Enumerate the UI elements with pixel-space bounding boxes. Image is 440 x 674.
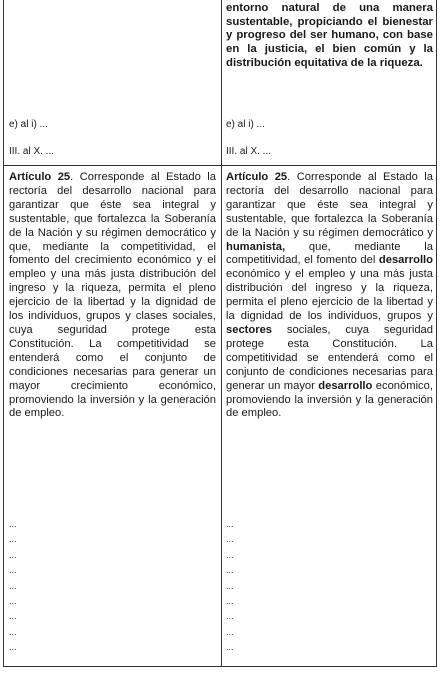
right-text-1: . Corresponde al Estado la rectoría del desarrollo nacional para garantizar que éste sea integral y sustentable, que fortalezca la Soberanía de la Nación y su régimen democrático y	[226, 171, 433, 239]
right-text-5: económico, promoviendo la inversión y la generación de empleo.	[226, 379, 433, 420]
ellipsis-line: ...	[9, 580, 17, 591]
ellipsis-line: ...	[9, 642, 17, 653]
ellipsis-line: ...	[9, 596, 17, 607]
right-text-4: sociales, cuya seguridad protege esta Constitución. La competitividad se entenderá como el conjunto de condiciones necesarias para generar un mayor	[226, 323, 433, 392]
ellipsis-line: ...	[226, 534, 234, 545]
comparison-table	[3, 0, 437, 667]
ellipsis-line: ...	[226, 580, 234, 591]
right-text-3: económico y el empleo y una más justa distribución del ingreso y la riqueza, permita el pleno ejercicio de la libertad y la dignidad de los individuos, grupos y	[226, 268, 433, 323]
ellipsis-line: ...	[9, 565, 17, 576]
ellipsis-line: ...	[9, 549, 17, 560]
ellipsis-line: ...	[9, 626, 17, 637]
left-article-text: . Corresponde al Estado la rectoría del desarrollo nacional para garantizar que éste sea integral y sustentable, que fortalezca la Soberanía de la Nación y su régimen democrático y que, mediante la competitividad, el fomento del crecimiento económico y el empleo y una más justa distribución del ingreso y la riqueza, permita el pleno ejercicio de la libertad y la dignidad de los individuos, grupos y clases sociales, cuya seguridad protege esta Constitución. La competitividad se entenderá como el conjunto de condiciones necesarias para generar un mayor crecimiento económico, promoviendo la inversión y la generación de empleo.	[9, 171, 216, 420]
left-article-heading: Artículo 25	[9, 171, 71, 183]
row-divider	[4, 165, 436, 166]
right-omitted-lines	[226, 517, 234, 656]
ellipsis-line: ...	[226, 565, 234, 576]
right-bold-sectores: sectores	[226, 323, 273, 336]
right-article-25	[226, 171, 433, 421]
left-omitted-lines	[9, 517, 17, 656]
ellipsis-line: ...	[226, 642, 234, 653]
right-top-bold-text: entorno natural de una manera sustentable, propiciando el bienestar y progreso del ser humano, con base en la justicia, el bien común y la distribución equitativa de la riqueza.	[226, 2, 433, 69]
ellipsis-line: ...	[226, 519, 234, 529]
right-text-2: que, mediante la competitividad, el fomento del	[226, 240, 433, 267]
left-article-25	[9, 171, 216, 421]
right-bold-desarrollo-1: desarrollo	[378, 254, 433, 267]
ellipsis-line: ...	[9, 534, 17, 545]
right-bold-desarrollo-2: desarrollo	[318, 379, 373, 392]
column-divider	[221, 0, 222, 666]
ellipsis-line: ...	[226, 596, 234, 607]
right-bold-humanista: humanista,	[226, 240, 286, 253]
ellipsis-line: ...	[226, 549, 234, 560]
left-ref-e-i: e) al i) ...	[9, 119, 48, 130]
ellipsis-line: ...	[226, 626, 234, 637]
right-ref-e-i: e) al i) ...	[226, 119, 265, 130]
ellipsis-line: ...	[9, 519, 17, 529]
right-ref-iii-x: III. al X. ...	[226, 146, 272, 157]
left-ref-iii-x: III. al X. ...	[9, 146, 55, 157]
ellipsis-line: ...	[9, 611, 17, 622]
right-article-heading: Artículo 25	[226, 171, 288, 183]
ellipsis-line: ...	[226, 611, 234, 622]
